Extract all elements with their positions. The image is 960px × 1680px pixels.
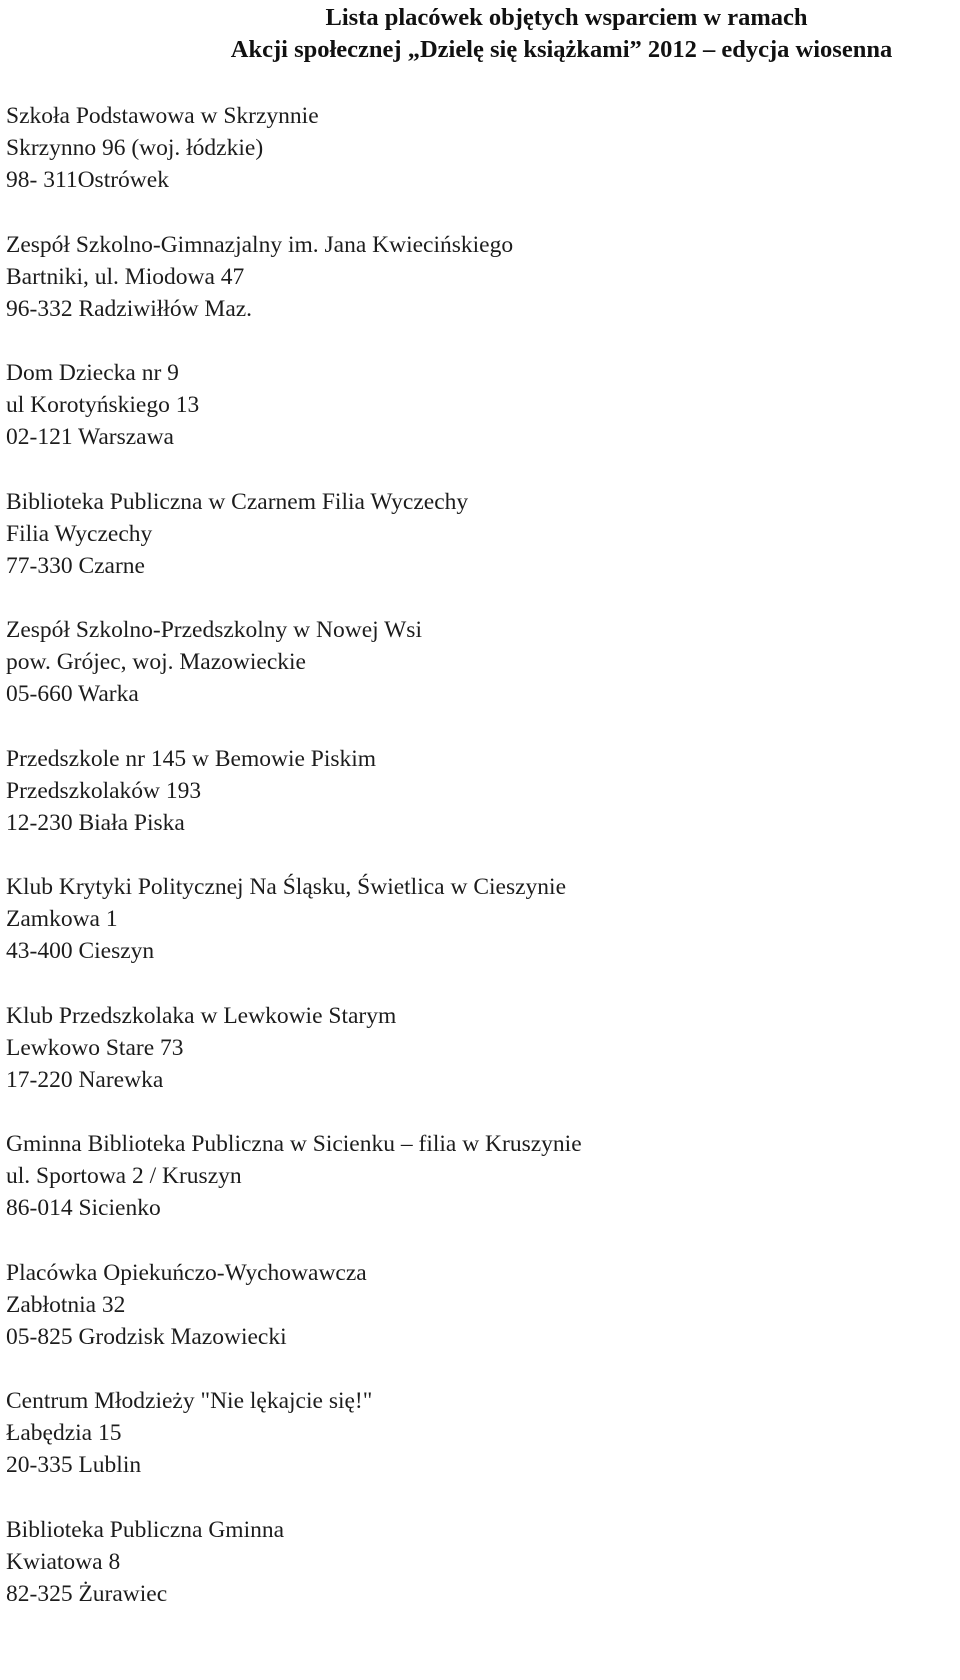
institution-address: Skrzynno 96 (woj. łódzkie) bbox=[6, 135, 264, 161]
institution-city: 12-230 Biała Piska bbox=[6, 809, 185, 836]
institution-city: 82-325 Żurawiec bbox=[6, 1580, 168, 1607]
institution-name: Przedszkole nr 145 w Bemowie Piskim bbox=[6, 745, 377, 772]
institution-entry bbox=[6, 871, 956, 967]
institution-entry bbox=[6, 1128, 956, 1224]
institution-address: Filia Wyczechy bbox=[6, 520, 153, 547]
institution-name: Biblioteka Publiczna Gminna bbox=[6, 1516, 285, 1543]
institution-entry bbox=[6, 1257, 956, 1353]
institution-entry bbox=[6, 1385, 956, 1481]
document-header bbox=[163, 2, 960, 66]
institution-entry bbox=[6, 743, 956, 839]
institution-entry bbox=[6, 1000, 956, 1096]
institution-list bbox=[6, 100, 956, 1642]
institution-address: Zabłotnia 32 bbox=[6, 1291, 126, 1318]
institution-name: Szkoła Podstawowa w Skrzynnie bbox=[6, 103, 319, 129]
institution-address: Kwiatowa 8 bbox=[6, 1548, 121, 1575]
institution-entry bbox=[6, 357, 956, 453]
institution-entry bbox=[6, 229, 956, 325]
institution-entry bbox=[6, 486, 956, 582]
institution-address: ul Korotyńskiego 13 bbox=[6, 392, 200, 418]
institution-name: Placówka Opiekuńczo-Wychowawcza bbox=[6, 1259, 367, 1286]
institution-entry bbox=[6, 100, 956, 196]
institution-city: 17-220 Narewka bbox=[6, 1066, 164, 1093]
institution-address: Łabędzia 15 bbox=[6, 1420, 122, 1446]
institution-city: 20-335 Lublin bbox=[6, 1452, 142, 1478]
institution-city: 98- 311Ostrówek bbox=[6, 167, 169, 193]
institution-address: Przedszkolaków 193 bbox=[6, 777, 202, 804]
institution-name: Biblioteka Publiczna w Czarnem Filia Wyczechy bbox=[6, 488, 469, 515]
institution-name: Dom Dziecka nr 9 bbox=[6, 360, 179, 386]
institution-name: Gminna Biblioteka Publiczna w Sicienku – filia w Kruszynie bbox=[6, 1131, 582, 1157]
institution-entry bbox=[6, 614, 956, 710]
institution-name: Centrum Młodzieży "Nie lękajcie się!" bbox=[6, 1388, 373, 1414]
institution-name: Zespół Szkolno-Przedszkolny w Nowej Wsi bbox=[6, 617, 422, 643]
institution-address: ul. Sportowa 2 / Kruszyn bbox=[6, 1163, 242, 1189]
institution-city: 86-014 Sicienko bbox=[6, 1195, 161, 1221]
institution-city: 05-660 Warka bbox=[6, 681, 139, 707]
institution-city: 77-330 Czarne bbox=[6, 552, 145, 579]
header-title-line-2: Akcji społecznej „Dzielę się książkami” 2012 – edycja wiosenna bbox=[230, 36, 893, 63]
institution-city: 43-400 Cieszyn bbox=[6, 938, 155, 964]
header-title-line-1: Lista placówek objętych wsparciem w ramach bbox=[325, 4, 808, 31]
institution-name: Klub Krytyki Politycznej Na Śląsku, Świetlica w Cieszynie bbox=[6, 874, 566, 900]
institution-city: 05-825 Grodzisk Mazowiecki bbox=[6, 1323, 287, 1350]
institution-name: Zespół Szkolno-Gimnazjalny im. Jana Kwiecińskiego bbox=[6, 231, 514, 258]
institution-address: Bartniki, ul. Miodowa 47 bbox=[6, 263, 245, 290]
institution-address: Lewkowo Stare 73 bbox=[6, 1034, 184, 1061]
institution-entry bbox=[6, 1514, 956, 1610]
institution-name: Klub Przedszkolaka w Lewkowie Starym bbox=[6, 1002, 397, 1029]
institution-address: pow. Grójec, woj. Mazowieckie bbox=[6, 649, 306, 675]
institution-city: 02-121 Warszawa bbox=[6, 424, 174, 450]
institution-address: Zamkowa 1 bbox=[6, 906, 118, 932]
institution-city: 96-332 Radziwiłłów Maz. bbox=[6, 295, 253, 322]
